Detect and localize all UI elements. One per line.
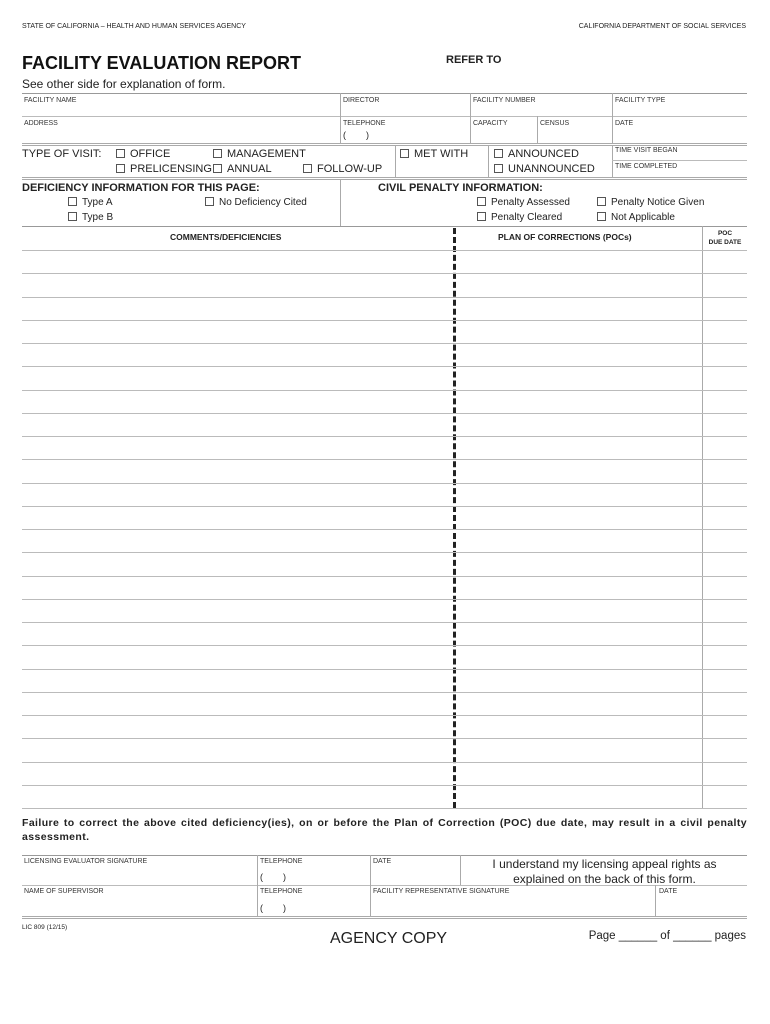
prelicensing-checkbox[interactable]: PRELICENSING <box>116 163 212 175</box>
facility-type-field[interactable]: FACILITY TYPE <box>615 97 666 104</box>
comment-row-line <box>22 343 747 344</box>
telephone-parens: ( ) <box>343 130 369 140</box>
poc-due-header: POC DUE DATE <box>708 230 742 246</box>
office-checkbox[interactable]: OFFICE <box>116 148 170 160</box>
supervisor-field[interactable]: NAME OF SUPERVISOR <box>24 888 104 895</box>
announced-checkbox[interactable]: ANNOUNCED <box>494 148 579 160</box>
comment-row-line <box>22 808 747 809</box>
representative-signature-field[interactable]: FACILITY REPRESENTATIVE SIGNATURE <box>373 888 510 895</box>
evaluator-signature-field[interactable]: LICENSING EVALUATOR SIGNATURE <box>24 858 148 865</box>
met-with-checkbox[interactable]: MET WITH <box>400 148 468 160</box>
comment-row-line <box>22 506 747 507</box>
facility-number-field[interactable]: FACILITY NUMBER <box>473 97 536 104</box>
facility-name-field[interactable]: FACILITY NAME <box>24 97 77 104</box>
unannounced-checkbox[interactable]: UNANNOUNCED <box>494 163 595 175</box>
capacity-field[interactable]: CAPACITY <box>473 120 508 127</box>
comment-row-line <box>22 459 747 460</box>
refer-to: REFER TO <box>446 54 502 66</box>
agency-left: STATE OF CALIFORNIA – HEALTH AND HUMAN SERVICES AGENCY <box>22 23 246 30</box>
comments-header: COMMENTS/DEFICIENCIES <box>170 232 282 242</box>
type-b-checkbox[interactable]: Type B <box>68 212 113 223</box>
penalty-cleared-checkbox[interactable]: Penalty Cleared <box>477 212 562 223</box>
comment-row-line <box>22 483 747 484</box>
telephone-parens: ( ) <box>260 903 286 913</box>
visit-label: TYPE OF VISIT: <box>22 148 102 160</box>
subtitle: See other side for explanation of form. <box>22 77 226 91</box>
comment-row-line <box>22 622 747 623</box>
comment-row-line <box>22 762 747 763</box>
comment-row-line <box>22 645 747 646</box>
no-deficiency-checkbox[interactable]: No Deficiency Cited <box>205 197 307 208</box>
poc-header: PLAN OF CORRECTIONS (POCs) <box>498 232 632 242</box>
comment-row-line <box>22 529 747 530</box>
penalty-notice-checkbox[interactable]: Penalty Notice Given <box>597 197 704 208</box>
comment-row-line <box>22 390 747 391</box>
comment-row-line <box>22 552 747 553</box>
census-field[interactable]: CENSUS <box>540 120 570 127</box>
comment-row-line <box>22 366 747 367</box>
comment-row-line <box>22 715 747 716</box>
telephone-parens: ( ) <box>260 872 286 882</box>
director-field[interactable]: DIRECTOR <box>343 97 380 104</box>
evaluator-date-field[interactable]: DATE <box>373 858 392 865</box>
comment-row-line <box>22 273 747 274</box>
page-count: Page ______ of ______ pages <box>588 930 746 942</box>
telephone-field[interactable]: TELEPHONE <box>343 120 386 127</box>
copy-label: AGENCY COPY <box>330 930 448 947</box>
penalty-assessed-checkbox[interactable]: Penalty Assessed <box>477 197 570 208</box>
type-a-checkbox[interactable]: Type A <box>68 197 113 208</box>
comment-row-line <box>22 738 747 739</box>
deficiency-title: DEFICIENCY INFORMATION FOR THIS PAGE: <box>22 182 260 194</box>
follow-up-checkbox[interactable]: FOLLOW-UP <box>303 163 382 175</box>
comment-row-line <box>22 785 747 786</box>
management-checkbox[interactable]: MANAGEMENT <box>213 148 306 160</box>
agency-right: CALIFORNIA DEPARTMENT OF SOCIAL SERVICES <box>578 23 746 30</box>
not-applicable-checkbox[interactable]: Not Applicable <box>597 212 675 223</box>
column-divider <box>453 228 456 808</box>
comment-row-line <box>22 599 747 600</box>
representative-date-field[interactable]: DATE <box>659 888 678 895</box>
annual-checkbox[interactable]: ANNUAL <box>213 163 272 175</box>
comment-row-line <box>22 320 747 321</box>
form-id: LIC 809 (12/15) <box>22 924 68 931</box>
time-began-field[interactable]: TIME VISIT BEGAN <box>615 147 678 154</box>
comment-row-line <box>22 576 747 577</box>
supervisor-telephone-field[interactable]: TELEPHONE <box>260 888 303 895</box>
comment-row-line <box>22 692 747 693</box>
address-field[interactable]: ADDRESS <box>24 120 58 127</box>
penalty-title: CIVIL PENALTY INFORMATION: <box>378 182 543 194</box>
appeal-rights-text: I understand my licensing appeal rights as explained on the back of this form. <box>492 857 717 886</box>
evaluator-telephone-field[interactable]: TELEPHONE <box>260 858 303 865</box>
comment-row-line <box>22 669 747 670</box>
comment-row-line <box>22 436 747 437</box>
time-completed-field[interactable]: TIME COMPLETED <box>615 163 678 170</box>
warning-text: Failure to correct the above cited deficiency(ies), on or before the Plan of Correction (POC) due date, may result in a civil penalty assessment. <box>22 817 747 843</box>
date-field[interactable]: DATE <box>615 120 634 127</box>
page-title: FACILITY EVALUATION REPORT <box>22 53 302 73</box>
comment-row-line <box>22 413 747 414</box>
comment-row-line <box>22 250 747 251</box>
comment-row-line <box>22 297 747 298</box>
